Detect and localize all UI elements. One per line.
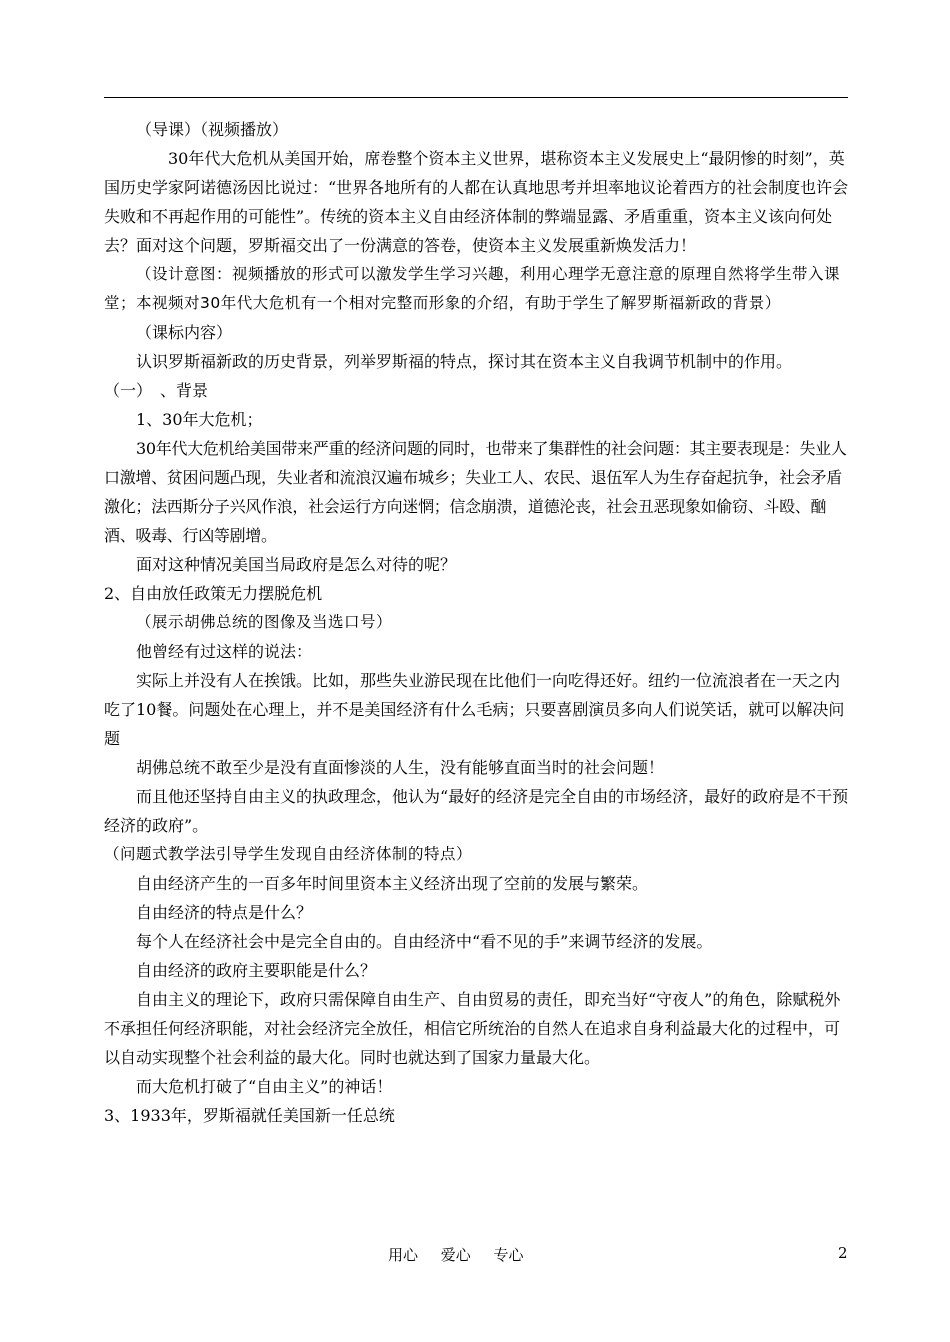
header-rule bbox=[104, 97, 848, 98]
subheading-laissez-faire: 2、自由放任政策无力摆脱危机 bbox=[104, 584, 323, 603]
question-government: 面对这种情况美国当局政府是怎么对待的呢？ bbox=[136, 555, 457, 574]
answer-government-function: 自由主义的理论下，政府只需保障自由生产、自由贸易的责任，即充当好“守夜人”的角色，除赋税外不承担任何经济职能，对社会经济完全放任，相信它所统治的自然人在追求自身利益最大化的过程中，可以自动实现整个社会利益的最大化。同时也就达到了国家力量最大化。 bbox=[104, 990, 841, 1067]
standards-paragraph: 认识罗斯福新政的历史背景，列举罗斯福的特点，探讨其在资本主义自我调节机制中的作用。 bbox=[136, 352, 793, 371]
page-number: 2 bbox=[838, 1244, 848, 1262]
myth-broken: 而大危机打破了“自由主义”的神话！ bbox=[136, 1077, 393, 1096]
section-label-standards: （课标内容） bbox=[136, 323, 233, 342]
question-free-economy-features: 自由经济的特点是什么？ bbox=[136, 903, 313, 922]
teaching-method-note: （问题式教学法引导学生发现自由经济体制的特点） bbox=[104, 845, 473, 863]
hoover-comment: 胡佛总统不敢至少是没有直面惨淡的人生，没有能够直面当时的社会问题！ bbox=[136, 758, 665, 777]
free-economy-history: 自由经济产生的一百多年时间里资本主义经济出现了空前的发展与繁荣。 bbox=[136, 874, 649, 893]
heading-background: （一） 、背景 bbox=[104, 381, 209, 400]
document-body bbox=[104, 115, 850, 1130]
subheading-great-depression: 1、30年大危机； bbox=[136, 410, 263, 429]
hoover-quote: 实际上并没有人在挨饿。比如，那些失业游民现在比他们一向吃得还好。纽约一位流浪者在一天之内吃了10餐。问题处在心理上，并不是美国经济有什么毛病；只要喜剧演员多向人们说笑话，就可以解决问题 bbox=[104, 671, 845, 748]
question-government-function: 自由经济的政府主要职能是什么？ bbox=[136, 961, 377, 980]
footer-motto: 用心 爱心 专心 bbox=[388, 1246, 524, 1264]
section-label-intro: （导课）（视频播放） bbox=[136, 120, 289, 139]
hoover-image-note: （展示胡佛总统的图像及当选口号） bbox=[136, 613, 393, 631]
hoover-intro: 他曾经有过这样的说法： bbox=[136, 642, 313, 661]
answer-free-economy-features: 每个人在经济社会中是完全自由的。自由经济中“看不见的手”来调节经济的发展。 bbox=[136, 932, 713, 951]
intro-paragraph: 30年代大危机从美国开始，席卷整个资本主义世界，堪称资本主义发展史上“最阴惨的时刻”，英国历史学家阿诺德汤因比说过：“世界各地所有的人都在认真地思考并坦率地议论着西方的社会制度也许会失败和不再起作用的可能性”。传统的资本主义自由经济体制的弊端显露、矛盾重重，资本主义该向何处去？面对这个问题，罗斯福交出了一份满意的答卷，使资本主义发展重新焕发活力！ bbox=[104, 149, 849, 255]
hoover-philosophy: 而且他还坚持自由主义的执政理念，他认为“最好的经济是完全自由的市场经济，最好的政府是不干预经济的政府”。 bbox=[104, 787, 849, 835]
subheading-roosevelt-1933: 3、1933年，罗斯福就任美国新一任总统 bbox=[104, 1106, 395, 1125]
design-intent-note: （设计意图：视频播放的形式可以激发学生学习兴趣，利用心理学无意注意的原理自然将学生带入课堂；本视频对30年代大危机有一个相对完整而形象的介绍，有助于学生了解罗斯福新政的背景） bbox=[104, 265, 841, 312]
depression-paragraph: 30年代大危机给美国带来严重的经济问题的同时，也带来了集群性的社会问题：其主要表现是：失业人口激增、贫困问题凸现，失业者和流浪汉遍布城乡；失业工人、农民、退伍军人为生存奋起抗争，社会矛盾激化；法西斯分子兴风作浪，社会运行方向迷惘；信念崩溃，道德沦丧，社会丑恶现象如偷窃、斗殴、酗酒、吸毒、行凶等剧增。 bbox=[104, 439, 847, 545]
